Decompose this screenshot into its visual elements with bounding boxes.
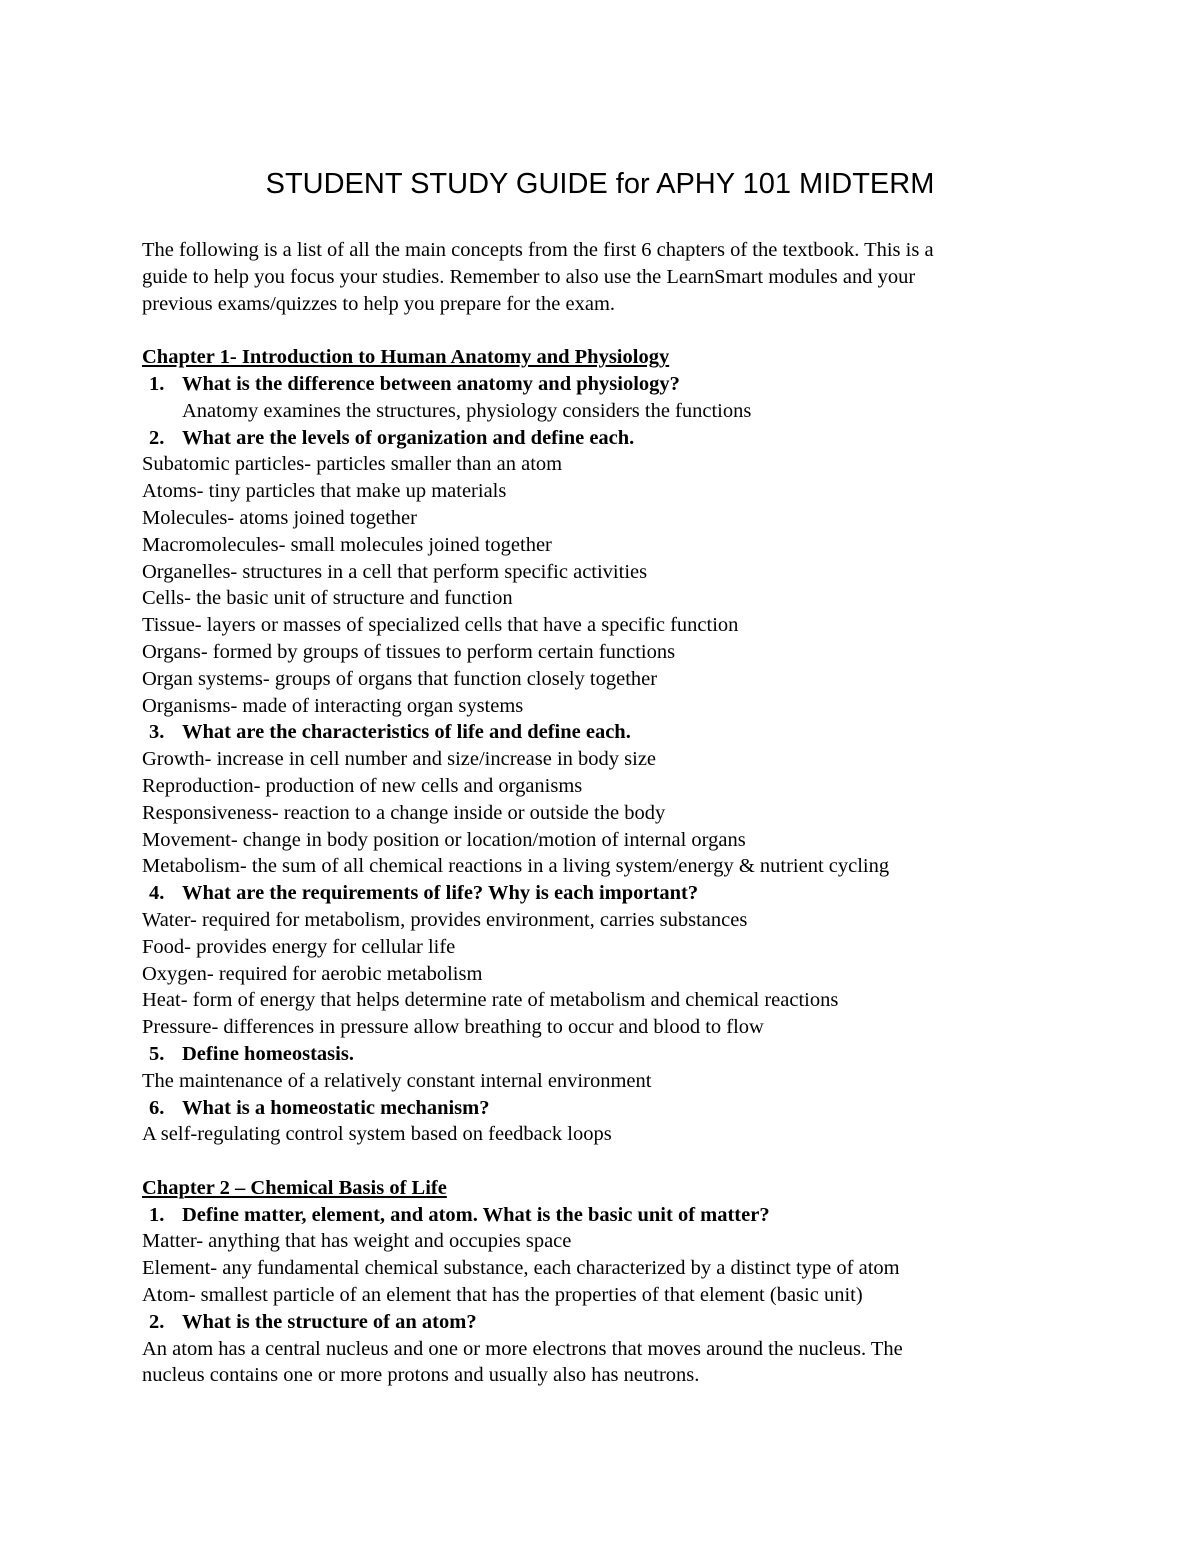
question [142, 425, 1072, 452]
question-number: 5. [149, 1042, 165, 1065]
question-text: What are the levels of organization and define each. [182, 426, 635, 449]
answer-line: nucleus contains one or more protons and usually also has neutrons. [142, 1364, 700, 1387]
answer-line: Oxygen- required for aerobic metabolism [142, 962, 483, 985]
answer-line: Tissue- layers or masses of specialized cells that have a specific function [142, 614, 739, 637]
answer-line: Pressure- differences in pressure allow breathing to occur and blood to flow [142, 1016, 764, 1039]
section-spacer [142, 1148, 1072, 1175]
document-title: STUDENT STUDY GUIDE for APHY 101 MIDTERM [265, 168, 935, 200]
answer-line: Water- required for metabolism, provides environment, carries substances [142, 908, 748, 931]
answer-line: Element- any fundamental chemical substance, each characterized by a distinct type of atom [142, 1257, 900, 1280]
question-text: Define matter, element, and atom. What is the basic unit of matter? [182, 1203, 770, 1226]
question [142, 880, 1072, 907]
answer-line: Atom- smallest particle of an element that has the properties of that element (basic unit) [142, 1284, 863, 1307]
answer-line: Molecules- atoms joined together [142, 506, 417, 529]
document-body [142, 237, 1072, 1389]
chapter-1-section [142, 344, 1072, 1148]
answer-line: Movement- change in body position or location/motion of internal organs [142, 828, 746, 851]
answer-line: Subatomic particles- particles smaller than an atom [142, 453, 563, 476]
answer-line: Food- provides energy for cellular life [142, 935, 456, 958]
question-number: 1. [149, 372, 165, 395]
question [142, 371, 1072, 398]
answer-line: Metabolism- the sum of all chemical reactions in a living system/energy & nutrient cycling [142, 855, 890, 878]
question [142, 719, 1072, 746]
question [142, 1095, 1072, 1122]
chapter-2-section [142, 1175, 1072, 1389]
answer-line: Responsiveness- reaction to a change inside or outside the body [142, 801, 666, 824]
chapter-heading: Chapter 1- Introduction to Human Anatomy and Physiology [142, 346, 670, 369]
answer-line: Macromolecules- small molecules joined together [142, 533, 552, 556]
intro-line: previous exams/quizzes to help you prepare for the exam. [142, 292, 616, 315]
question-text: What are the characteristics of life and define each. [182, 721, 631, 744]
question-text: What is the difference between anatomy and physiology? [182, 372, 680, 395]
answer-line: Anatomy examines the structures, physiology considers the functions [182, 399, 752, 422]
question-number: 2. [149, 426, 165, 449]
answer-line: Cells- the basic unit of structure and function [142, 587, 513, 610]
intro-line: The following is a list of all the main concepts from the first 6 chapters of the textbook. This is a [142, 239, 934, 261]
question [142, 1041, 1072, 1068]
question-number: 4. [149, 882, 165, 905]
answer-line: Heat- form of energy that helps determine rate of metabolism and chemical reactions [142, 989, 839, 1012]
question-text: What is the structure of an atom? [182, 1310, 477, 1333]
answer-line: A self-regulating control system based on feedback loops [142, 1123, 612, 1146]
question [142, 1309, 1072, 1336]
answer-line: Organelles- structures in a cell that perform specific activities [142, 560, 648, 583]
answer-line: Organs- formed by groups of tissues to perform certain functions [142, 640, 676, 663]
question-text: What is a homeostatic mechanism? [182, 1096, 490, 1119]
question-number: 3. [149, 721, 165, 744]
intro-paragraph [142, 237, 1072, 317]
answer-line: Reproduction- production of new cells and organisms [142, 774, 583, 797]
question-number: 1. [149, 1203, 165, 1226]
question-number: 6. [149, 1096, 165, 1119]
answer-line: Organisms- made of interacting organ systems [142, 694, 524, 717]
answer-line: Atoms- tiny particles that make up materials [142, 480, 507, 503]
answer-line: The maintenance of a relatively constant internal environment [142, 1069, 652, 1092]
question-number: 2. [149, 1310, 165, 1333]
answer-line: An atom has a central nucleus and one or more electrons that moves around the nucleus. The [142, 1337, 903, 1360]
chapter-heading: Chapter 2 – Chemical Basis of Life [142, 1176, 447, 1199]
question [142, 1202, 1072, 1229]
question-text: What are the requirements of life? Why is each important? [182, 882, 699, 905]
intro-line: guide to help you focus your studies. Remember to also use the LearnSmart modules and your [142, 265, 916, 288]
answer-line: Organ systems- groups of organs that function closely together [142, 667, 658, 690]
answer-line: Growth- increase in cell number and size/increase in body size [142, 748, 657, 771]
question-text: Define homeostasis. [182, 1042, 354, 1065]
answer-line: Matter- anything that has weight and occupies space [142, 1230, 572, 1253]
